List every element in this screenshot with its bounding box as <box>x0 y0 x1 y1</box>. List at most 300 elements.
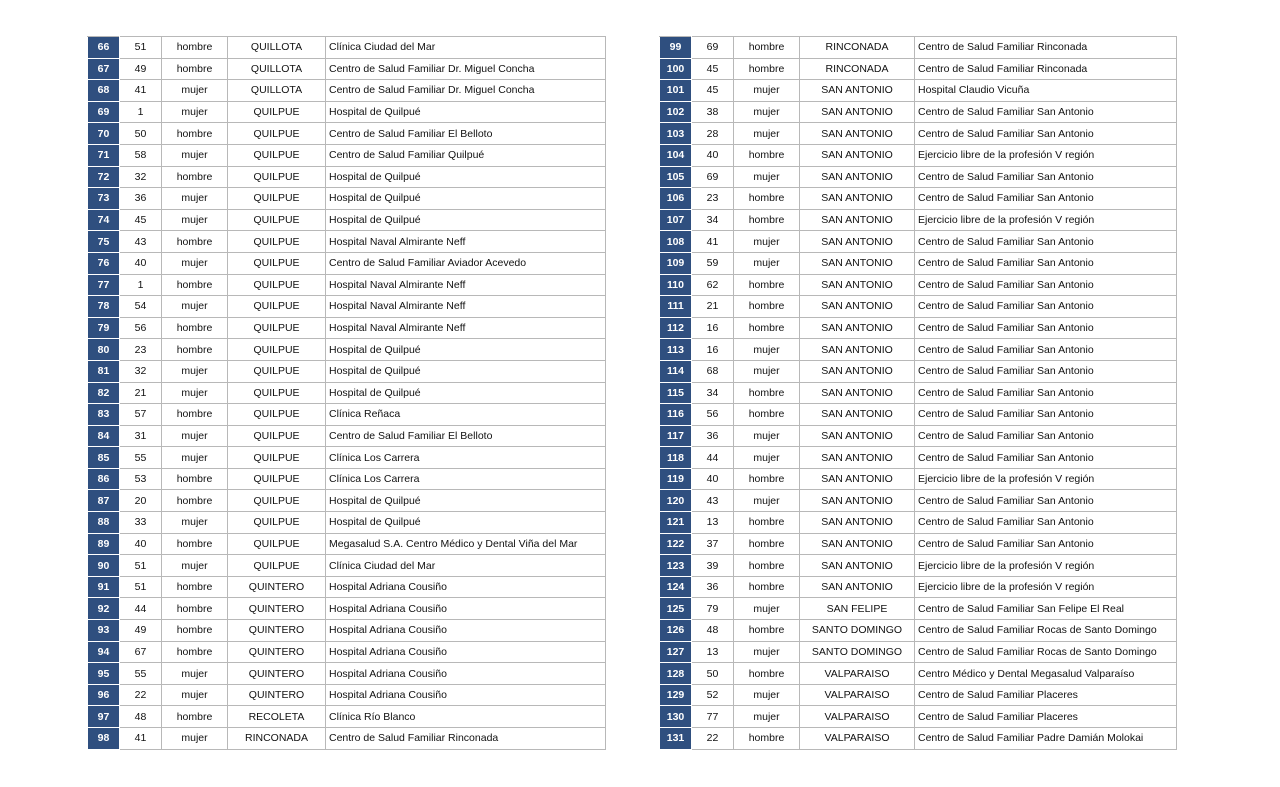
institution-cell: Clínica Reñaca <box>326 404 606 426</box>
case-number-cell: 77 <box>88 274 120 296</box>
case-number-cell: 128 <box>660 663 692 685</box>
age-cell: 51 <box>120 37 162 59</box>
institution-cell: Centro de Salud Familiar San Antonio <box>915 123 1177 145</box>
age-cell: 40 <box>692 144 734 166</box>
sex-cell: hombre <box>734 37 800 59</box>
case-number-cell: 124 <box>660 576 692 598</box>
commune-cell: QUILPUE <box>228 274 326 296</box>
case-number-cell: 86 <box>88 468 120 490</box>
table-row <box>88 641 606 663</box>
sex-cell: mujer <box>162 663 228 685</box>
case-number-cell: 69 <box>88 101 120 123</box>
age-cell: 51 <box>120 555 162 577</box>
case-number-cell: 74 <box>88 209 120 231</box>
table-row <box>88 360 606 382</box>
case-number-cell: 108 <box>660 231 692 253</box>
table-row <box>88 706 606 728</box>
commune-cell: QUILPUE <box>228 166 326 188</box>
sex-cell: mujer <box>734 101 800 123</box>
table-row <box>660 209 1177 231</box>
institution-cell: Centro de Salud Familiar Dr. Miguel Concha <box>326 58 606 80</box>
commune-cell: QUILPUE <box>228 252 326 274</box>
institution-cell: Hospital de Quilpué <box>326 512 606 534</box>
case-number-cell: 83 <box>88 404 120 426</box>
commune-cell: VALPARAISO <box>800 728 915 750</box>
age-cell: 56 <box>120 317 162 339</box>
age-cell: 40 <box>120 533 162 555</box>
table-row <box>660 360 1177 382</box>
sex-cell: mujer <box>734 166 800 188</box>
commune-cell: SAN ANTONIO <box>800 252 915 274</box>
sex-cell: mujer <box>162 209 228 231</box>
commune-cell: SAN ANTONIO <box>800 468 915 490</box>
institution-cell: Centro de Salud Familiar El Belloto <box>326 425 606 447</box>
case-number-cell: 67 <box>88 58 120 80</box>
age-cell: 16 <box>692 339 734 361</box>
institution-cell: Centro de Salud Familiar San Antonio <box>915 447 1177 469</box>
institution-cell: Clínica Ciudad del Mar <box>326 37 606 59</box>
commune-cell: VALPARAISO <box>800 684 915 706</box>
table-row <box>660 706 1177 728</box>
sex-cell: hombre <box>162 166 228 188</box>
institution-cell: Hospital Adriana Cousiño <box>326 663 606 685</box>
table-row <box>660 382 1177 404</box>
institution-cell: Centro de Salud Familiar Rocas de Santo Domingo <box>915 620 1177 642</box>
case-number-cell: 78 <box>88 296 120 318</box>
age-cell: 22 <box>692 728 734 750</box>
table-row <box>88 598 606 620</box>
case-number-cell: 85 <box>88 447 120 469</box>
sex-cell: hombre <box>734 728 800 750</box>
table-row <box>88 684 606 706</box>
sex-cell: hombre <box>734 555 800 577</box>
age-cell: 50 <box>692 663 734 685</box>
institution-cell: Hospital de Quilpué <box>326 360 606 382</box>
cases-table-right <box>659 36 1177 750</box>
sex-cell: mujer <box>162 728 228 750</box>
institution-cell: Centro de Salud Familiar San Antonio <box>915 296 1177 318</box>
commune-cell: SAN ANTONIO <box>800 447 915 469</box>
table-row <box>660 144 1177 166</box>
sex-cell: hombre <box>162 598 228 620</box>
institution-cell: Centro de Salud Familiar San Antonio <box>915 490 1177 512</box>
case-number-cell: 103 <box>660 123 692 145</box>
table-row <box>660 663 1177 685</box>
commune-cell: SAN ANTONIO <box>800 317 915 339</box>
age-cell: 45 <box>692 80 734 102</box>
age-cell: 23 <box>692 188 734 210</box>
age-cell: 79 <box>692 598 734 620</box>
case-number-cell: 107 <box>660 209 692 231</box>
commune-cell: QUILLOTA <box>228 58 326 80</box>
age-cell: 69 <box>692 37 734 59</box>
case-number-cell: 112 <box>660 317 692 339</box>
sex-cell: hombre <box>162 490 228 512</box>
institution-cell: Hospital de Quilpué <box>326 339 606 361</box>
institution-cell: Centro de Salud Familiar Rinconada <box>915 58 1177 80</box>
age-cell: 57 <box>120 404 162 426</box>
commune-cell: QUINTERO <box>228 620 326 642</box>
table-row <box>88 663 606 685</box>
institution-cell: Hospital Adriana Cousiño <box>326 576 606 598</box>
institution-cell: Centro de Salud Familiar Aviador Acevedo <box>326 252 606 274</box>
commune-cell: QUILPUE <box>228 144 326 166</box>
table-row <box>660 425 1177 447</box>
commune-cell: SAN ANTONIO <box>800 274 915 296</box>
case-number-cell: 92 <box>88 598 120 620</box>
institution-cell: Centro de Salud Familiar Dr. Miguel Concha <box>326 80 606 102</box>
table-row <box>88 144 606 166</box>
commune-cell: SANTO DOMINGO <box>800 641 915 663</box>
commune-cell: QUILPUE <box>228 209 326 231</box>
institution-cell: Centro de Salud Familiar San Antonio <box>915 231 1177 253</box>
commune-cell: QUILPUE <box>228 533 326 555</box>
case-number-cell: 96 <box>88 684 120 706</box>
sex-cell: hombre <box>734 468 800 490</box>
sex-cell: mujer <box>162 447 228 469</box>
commune-cell: QUILPUE <box>228 425 326 447</box>
institution-cell: Centro de Salud Familiar San Antonio <box>915 425 1177 447</box>
age-cell: 55 <box>120 447 162 469</box>
sex-cell: mujer <box>734 123 800 145</box>
table-row <box>660 728 1177 750</box>
institution-cell: Centro de Salud Familiar Rinconada <box>915 37 1177 59</box>
table-row <box>660 555 1177 577</box>
sex-cell: mujer <box>162 80 228 102</box>
sex-cell: hombre <box>734 382 800 404</box>
age-cell: 32 <box>120 360 162 382</box>
commune-cell: QUILPUE <box>228 404 326 426</box>
table-row <box>88 166 606 188</box>
table-row <box>660 123 1177 145</box>
age-cell: 38 <box>692 101 734 123</box>
commune-cell: SAN ANTONIO <box>800 555 915 577</box>
case-number-cell: 75 <box>88 231 120 253</box>
commune-cell: QUILPUE <box>228 490 326 512</box>
commune-cell: RECOLETA <box>228 706 326 728</box>
commune-cell: SAN ANTONIO <box>800 576 915 598</box>
age-cell: 52 <box>692 684 734 706</box>
age-cell: 23 <box>120 339 162 361</box>
sex-cell: hombre <box>734 576 800 598</box>
case-number-cell: 119 <box>660 468 692 490</box>
age-cell: 37 <box>692 533 734 555</box>
sex-cell: hombre <box>162 37 228 59</box>
sex-cell: hombre <box>162 404 228 426</box>
institution-cell: Centro de Salud Familiar El Belloto <box>326 123 606 145</box>
commune-cell: SAN ANTONIO <box>800 533 915 555</box>
institution-cell: Ejercicio libre de la profesión V región <box>915 468 1177 490</box>
age-cell: 13 <box>692 512 734 534</box>
sex-cell: hombre <box>162 339 228 361</box>
institution-cell: Centro de Salud Familiar San Antonio <box>915 404 1177 426</box>
age-cell: 39 <box>692 555 734 577</box>
commune-cell: SAN ANTONIO <box>800 512 915 534</box>
age-cell: 50 <box>120 123 162 145</box>
institution-cell: Hospital de Quilpué <box>326 188 606 210</box>
age-cell: 51 <box>120 576 162 598</box>
institution-cell: Hospital de Quilpué <box>326 209 606 231</box>
institution-cell: Hospital Adriana Cousiño <box>326 598 606 620</box>
sex-cell: mujer <box>734 641 800 663</box>
institution-cell: Hospital Adriana Cousiño <box>326 641 606 663</box>
sex-cell: mujer <box>734 252 800 274</box>
cases-table-left-body <box>88 37 606 750</box>
commune-cell: SAN FELIPE <box>800 598 915 620</box>
institution-cell: Centro de Salud Familiar Rocas de Santo Domingo <box>915 641 1177 663</box>
table-row <box>88 728 606 750</box>
case-number-cell: 111 <box>660 296 692 318</box>
commune-cell: SAN ANTONIO <box>800 490 915 512</box>
sex-cell: hombre <box>162 706 228 728</box>
sex-cell: mujer <box>162 425 228 447</box>
table-row <box>660 166 1177 188</box>
commune-cell: SAN ANTONIO <box>800 209 915 231</box>
table-row <box>660 274 1177 296</box>
table-row <box>660 296 1177 318</box>
sex-cell: mujer <box>734 360 800 382</box>
commune-cell: SAN ANTONIO <box>800 360 915 382</box>
case-number-cell: 116 <box>660 404 692 426</box>
age-cell: 59 <box>692 252 734 274</box>
age-cell: 1 <box>120 101 162 123</box>
table-row <box>88 274 606 296</box>
table-row <box>88 252 606 274</box>
institution-cell: Hospital de Quilpué <box>326 490 606 512</box>
sex-cell: mujer <box>162 555 228 577</box>
institution-cell: Centro de Salud Familiar San Antonio <box>915 274 1177 296</box>
institution-cell: Hospital Adriana Cousiño <box>326 620 606 642</box>
sex-cell: mujer <box>162 101 228 123</box>
age-cell: 36 <box>692 576 734 598</box>
table-row <box>660 447 1177 469</box>
sex-cell: hombre <box>734 663 800 685</box>
case-number-cell: 125 <box>660 598 692 620</box>
age-cell: 68 <box>692 360 734 382</box>
commune-cell: QUILPUE <box>228 231 326 253</box>
institution-cell: Centro de Salud Familiar San Antonio <box>915 360 1177 382</box>
commune-cell: QUILPUE <box>228 360 326 382</box>
commune-cell: SAN ANTONIO <box>800 101 915 123</box>
table-row <box>88 101 606 123</box>
table-row <box>660 468 1177 490</box>
age-cell: 62 <box>692 274 734 296</box>
table-row <box>660 252 1177 274</box>
case-number-cell: 88 <box>88 512 120 534</box>
case-number-cell: 121 <box>660 512 692 534</box>
institution-cell: Centro de Salud Familiar San Antonio <box>915 533 1177 555</box>
age-cell: 53 <box>120 468 162 490</box>
sex-cell: mujer <box>162 684 228 706</box>
age-cell: 34 <box>692 382 734 404</box>
institution-cell: Hospital de Quilpué <box>326 166 606 188</box>
case-number-cell: 94 <box>88 641 120 663</box>
commune-cell: QUINTERO <box>228 641 326 663</box>
commune-cell: QUILPUE <box>228 512 326 534</box>
table-row <box>660 58 1177 80</box>
institution-cell: Centro de Salud Familiar San Antonio <box>915 166 1177 188</box>
commune-cell: QUILPUE <box>228 101 326 123</box>
case-number-cell: 101 <box>660 80 692 102</box>
case-number-cell: 82 <box>88 382 120 404</box>
age-cell: 40 <box>120 252 162 274</box>
commune-cell: RINCONADA <box>800 58 915 80</box>
table-row <box>88 468 606 490</box>
commune-cell: QUILLOTA <box>228 80 326 102</box>
commune-cell: QUINTERO <box>228 598 326 620</box>
sex-cell: hombre <box>734 296 800 318</box>
commune-cell: QUILPUE <box>228 296 326 318</box>
case-number-cell: 98 <box>88 728 120 750</box>
institution-cell: Hospital Naval Almirante Neff <box>326 296 606 318</box>
age-cell: 58 <box>120 144 162 166</box>
case-number-cell: 87 <box>88 490 120 512</box>
case-number-cell: 66 <box>88 37 120 59</box>
table-row <box>88 317 606 339</box>
case-number-cell: 130 <box>660 706 692 728</box>
sex-cell: mujer <box>734 231 800 253</box>
table-row <box>660 404 1177 426</box>
sex-cell: hombre <box>162 231 228 253</box>
sex-cell: mujer <box>162 144 228 166</box>
institution-cell: Centro de Salud Familiar Placeres <box>915 684 1177 706</box>
sex-cell: hombre <box>162 58 228 80</box>
table-row <box>88 188 606 210</box>
case-number-cell: 79 <box>88 317 120 339</box>
institution-cell: Ejercicio libre de la profesión V región <box>915 209 1177 231</box>
commune-cell: SAN ANTONIO <box>800 123 915 145</box>
table-row <box>88 231 606 253</box>
commune-cell: QUILPUE <box>228 468 326 490</box>
age-cell: 48 <box>692 620 734 642</box>
case-number-cell: 99 <box>660 37 692 59</box>
case-number-cell: 122 <box>660 533 692 555</box>
institution-cell: Centro de Salud Familiar San Antonio <box>915 339 1177 361</box>
table-row <box>88 533 606 555</box>
age-cell: 56 <box>692 404 734 426</box>
sex-cell: hombre <box>734 144 800 166</box>
commune-cell: QUILPUE <box>228 188 326 210</box>
commune-cell: QUILLOTA <box>228 37 326 59</box>
sex-cell: hombre <box>734 533 800 555</box>
case-number-cell: 76 <box>88 252 120 274</box>
table-row <box>88 58 606 80</box>
table-row <box>660 641 1177 663</box>
sex-cell: mujer <box>162 296 228 318</box>
table-row <box>88 339 606 361</box>
age-cell: 49 <box>120 620 162 642</box>
institution-cell: Centro de Salud Familiar San Antonio <box>915 512 1177 534</box>
institution-cell: Centro Médico y Dental Megasalud Valparaíso <box>915 663 1177 685</box>
sex-cell: hombre <box>734 209 800 231</box>
sex-cell: hombre <box>734 404 800 426</box>
institution-cell: Hospital Naval Almirante Neff <box>326 274 606 296</box>
case-number-cell: 73 <box>88 188 120 210</box>
table-row <box>88 512 606 534</box>
table-row <box>88 620 606 642</box>
age-cell: 77 <box>692 706 734 728</box>
table-row <box>88 209 606 231</box>
institution-cell: Centro de Salud Familiar Rinconada <box>326 728 606 750</box>
case-number-cell: 84 <box>88 425 120 447</box>
case-number-cell: 117 <box>660 425 692 447</box>
table-row <box>660 490 1177 512</box>
case-number-cell: 129 <box>660 684 692 706</box>
table-row <box>88 296 606 318</box>
table-row <box>88 80 606 102</box>
age-cell: 44 <box>692 447 734 469</box>
case-number-cell: 123 <box>660 555 692 577</box>
commune-cell: VALPARAISO <box>800 706 915 728</box>
case-number-cell: 100 <box>660 58 692 80</box>
age-cell: 55 <box>120 663 162 685</box>
sex-cell: mujer <box>162 188 228 210</box>
sex-cell: hombre <box>734 58 800 80</box>
sex-cell: mujer <box>734 80 800 102</box>
age-cell: 36 <box>692 425 734 447</box>
sex-cell: hombre <box>162 620 228 642</box>
sex-cell: mujer <box>734 706 800 728</box>
table-row <box>660 37 1177 59</box>
commune-cell: SAN ANTONIO <box>800 231 915 253</box>
table-row <box>88 490 606 512</box>
commune-cell: VALPARAISO <box>800 663 915 685</box>
table-row <box>88 382 606 404</box>
commune-cell: QUILPUE <box>228 339 326 361</box>
table-row <box>88 404 606 426</box>
age-cell: 41 <box>692 231 734 253</box>
table-row <box>660 231 1177 253</box>
age-cell: 21 <box>120 382 162 404</box>
case-number-cell: 120 <box>660 490 692 512</box>
table-row <box>660 598 1177 620</box>
age-cell: 1 <box>120 274 162 296</box>
case-number-cell: 71 <box>88 144 120 166</box>
commune-cell: QUILPUE <box>228 317 326 339</box>
sex-cell: mujer <box>162 252 228 274</box>
sex-cell: mujer <box>734 490 800 512</box>
sex-cell: hombre <box>734 512 800 534</box>
commune-cell: QUILPUE <box>228 123 326 145</box>
institution-cell: Megasalud S.A. Centro Médico y Dental Viña del Mar <box>326 533 606 555</box>
case-number-cell: 114 <box>660 360 692 382</box>
table-row <box>660 512 1177 534</box>
table-row <box>660 317 1177 339</box>
cases-table-right-body <box>660 37 1177 750</box>
institution-cell: Centro de Salud Familiar San Antonio <box>915 382 1177 404</box>
age-cell: 45 <box>692 58 734 80</box>
table-row <box>660 80 1177 102</box>
age-cell: 28 <box>692 123 734 145</box>
table-row <box>660 576 1177 598</box>
age-cell: 45 <box>120 209 162 231</box>
commune-cell: QUILPUE <box>228 382 326 404</box>
institution-cell: Centro de Salud Familiar Placeres <box>915 706 1177 728</box>
commune-cell: QUILPUE <box>228 555 326 577</box>
sex-cell: mujer <box>734 598 800 620</box>
institution-cell: Hospital de Quilpué <box>326 382 606 404</box>
age-cell: 41 <box>120 728 162 750</box>
age-cell: 67 <box>120 641 162 663</box>
commune-cell: QUINTERO <box>228 684 326 706</box>
table-row <box>660 188 1177 210</box>
institution-cell: Hospital Claudio Vicuña <box>915 80 1177 102</box>
case-number-cell: 127 <box>660 641 692 663</box>
table-row <box>88 447 606 469</box>
table-row <box>660 684 1177 706</box>
table-row <box>660 533 1177 555</box>
commune-cell: QUINTERO <box>228 663 326 685</box>
